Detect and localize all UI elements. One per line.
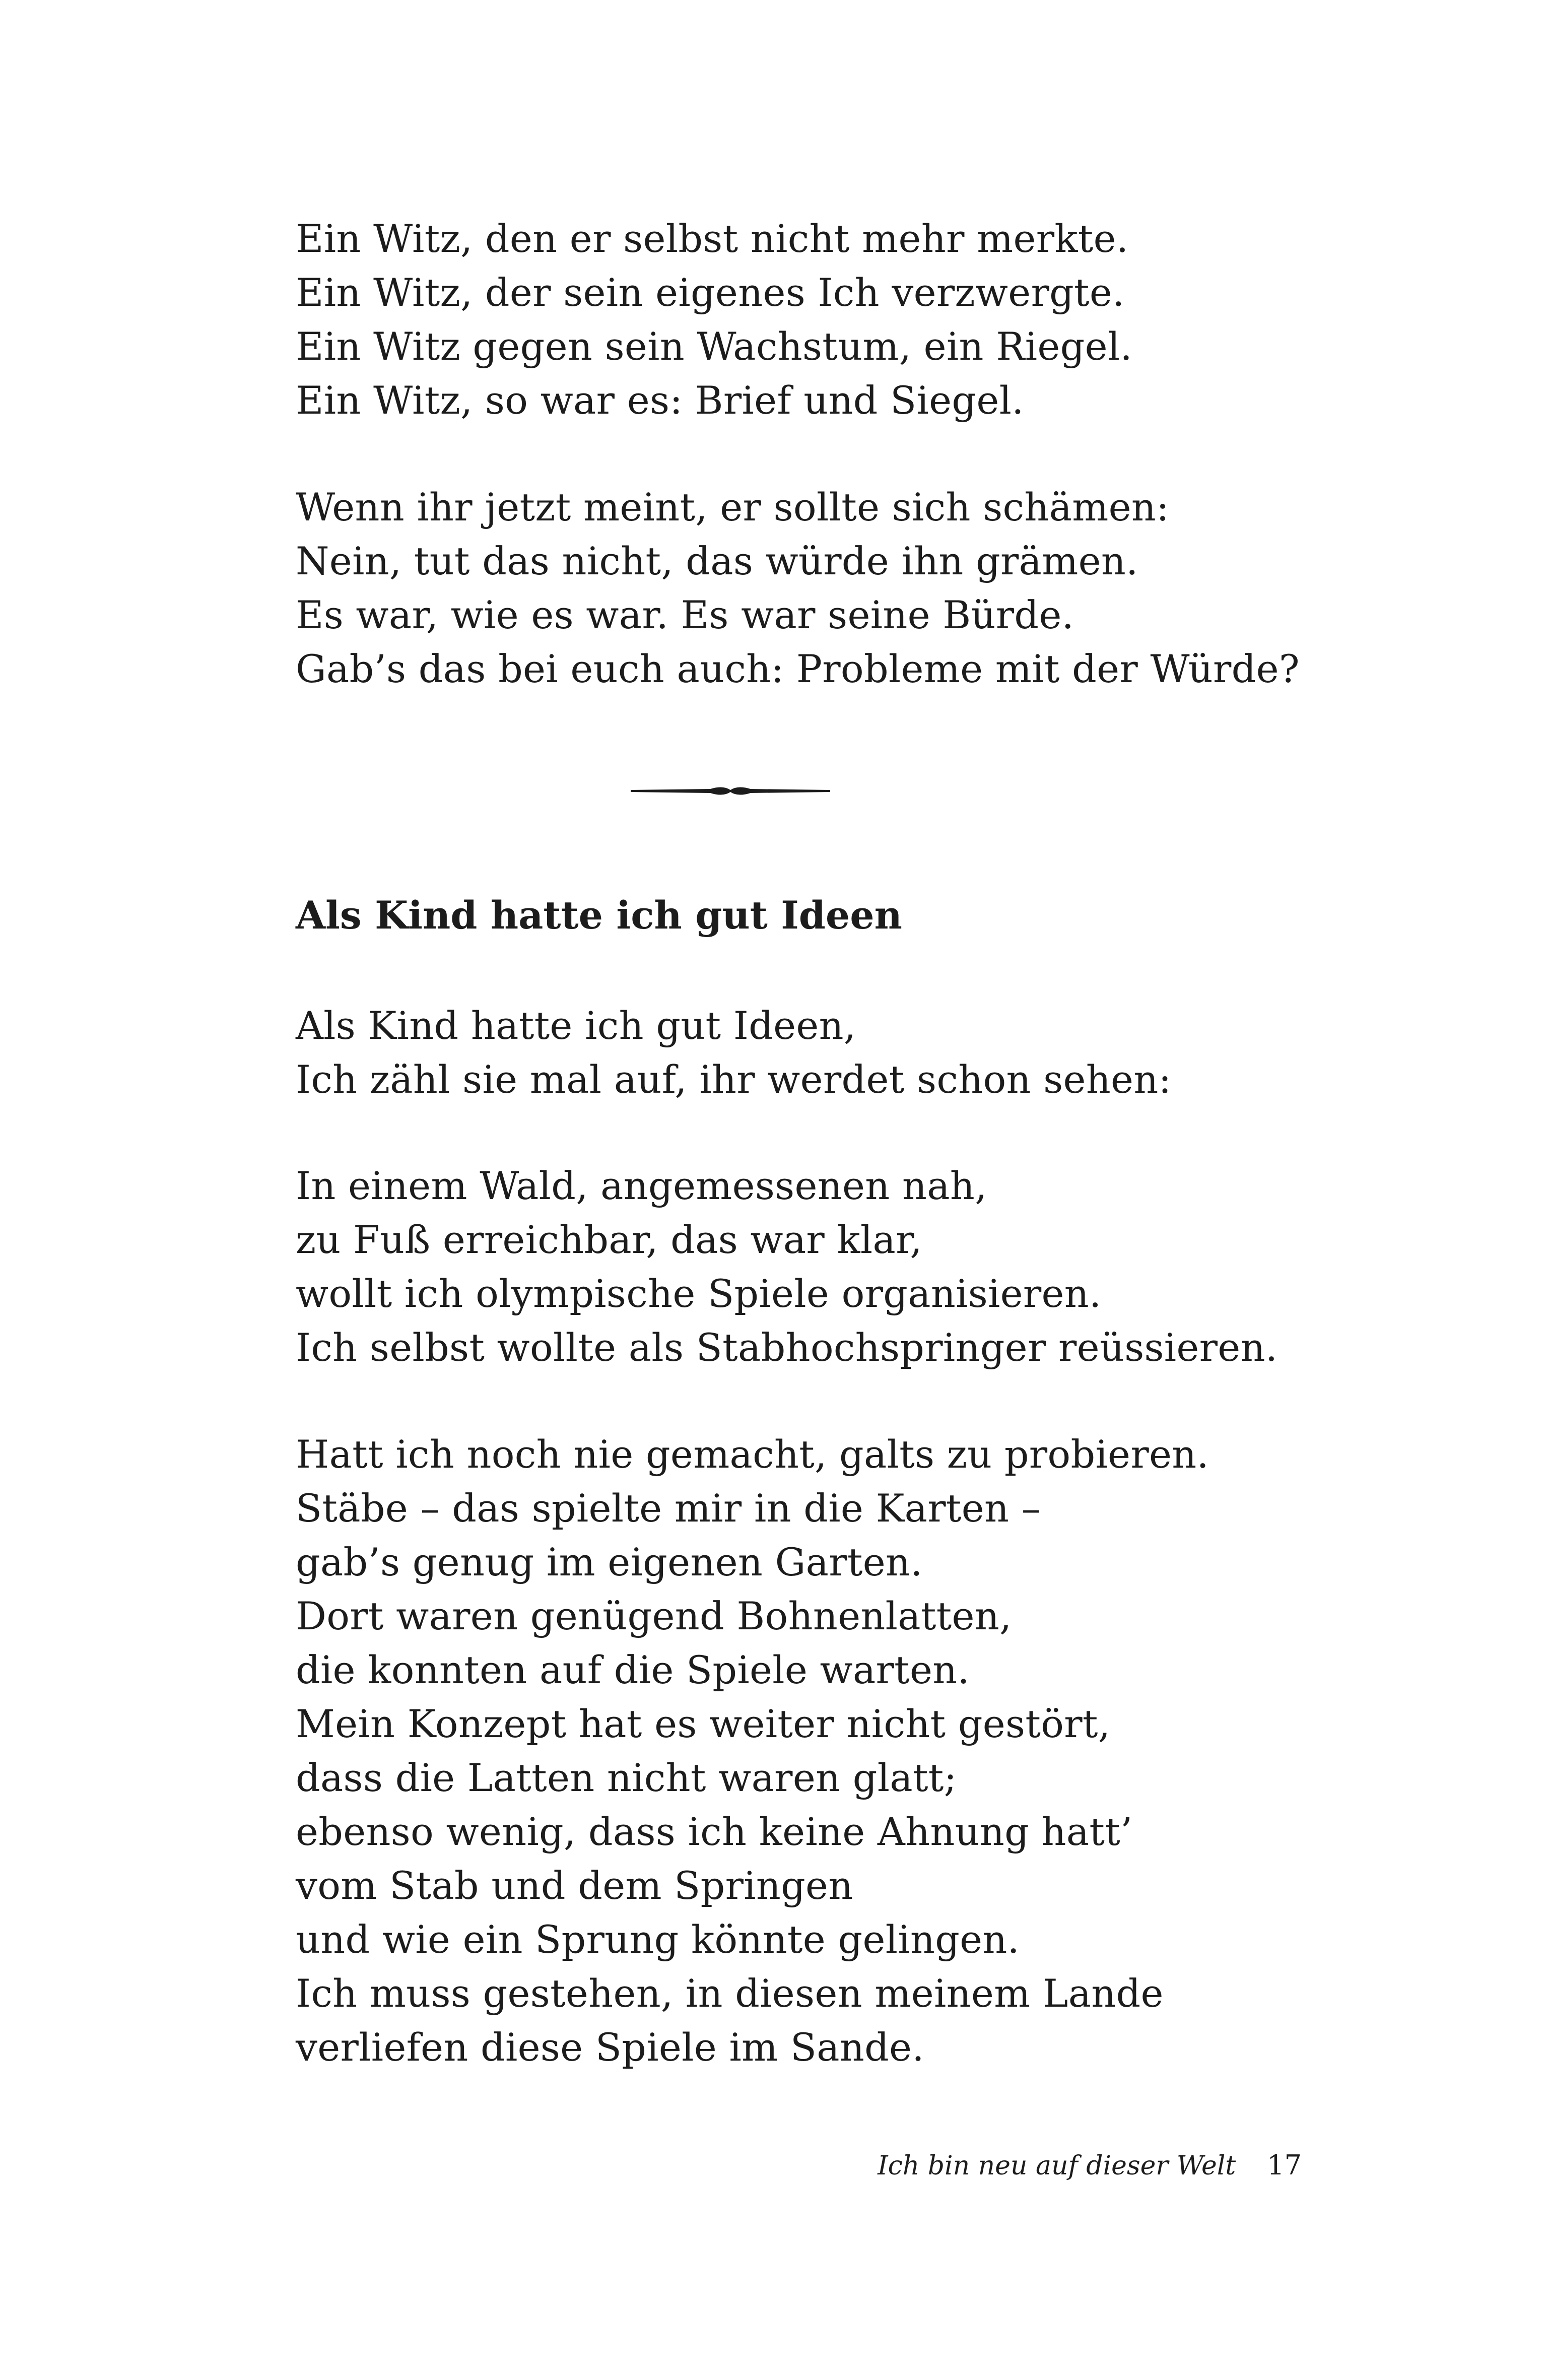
stanza (296, 212, 1379, 427)
verse-line: Ich selbst wollte als Stabhochspringer reüssieren. (296, 1325, 1278, 1370)
verse-line: Wenn ihr jetzt meint, er sollte sich schämen: (296, 485, 1170, 530)
verse-line: Ein Witz, so war es: Brief und Siegel. (296, 378, 1024, 423)
verse-line: Nein, tut das nicht, das würde ihn grämen. (296, 539, 1138, 583)
page-number: 17 (1267, 2149, 1302, 2181)
verse-line: Ein Witz gegen sein Wachstum, ein Riegel. (296, 324, 1132, 369)
verse-line: verliefen diese Spiele im Sande. (296, 2025, 924, 2070)
verse-line: Stäbe – das spielte mir in die Karten – (296, 1486, 1041, 1531)
stanza (296, 1159, 1379, 1374)
page-footer (878, 2145, 1302, 2186)
verse-line: Ich zähl sie mal auf, ihr werdet schon sehen: (296, 1057, 1172, 1102)
verse-line: Es war, wie es war. Es war seine Bürde. (296, 592, 1074, 637)
verse-line: Dort waren genügend Bohnenlatten, (296, 1594, 1012, 1638)
verse-line: ebenso wenig, dass ich keine Ahnung hatt’ (296, 1809, 1133, 1854)
poem-title: Als Kind hatte ich gut Ideen (296, 893, 902, 938)
verse-line: Ein Witz, der sein eigenes Ich verzwergte. (296, 270, 1125, 315)
verse-line: Hatt ich noch nie gemacht, galts zu probieren. (296, 1432, 1209, 1477)
verse-line: Als Kind hatte ich gut Ideen, (296, 1003, 856, 1048)
verse-line: Gab’s das bei euch auch: Probleme mit der Würde? (296, 646, 1300, 691)
verse-line: dass die Latten nicht waren glatt; (296, 1755, 957, 1800)
verse-line: und wie ein Sprung könnte gelingen. (296, 1917, 1020, 1962)
verse-line: Ich muss gestehen, in diesen meinem Lande (296, 1971, 1164, 2016)
stanza (296, 999, 1379, 1106)
verse-line: zu Fuß erreichbar, das war klar, (296, 1217, 922, 1262)
section-divider-ornament-icon (630, 780, 831, 802)
verse-line: wollt ich olympische Spiele organisieren. (296, 1271, 1102, 1316)
verse-line: Ein Witz, den er selbst nicht mehr merkte. (296, 216, 1129, 261)
verse-line: Mein Konzept hat es weiter nicht gestört, (296, 1701, 1111, 1746)
stanza (296, 1427, 1379, 2074)
stanza (296, 480, 1379, 696)
verse-line: In einem Wald, angemessenen nah, (296, 1163, 987, 1208)
running-title: Ich bin neu auf dieser Welt (878, 2151, 1236, 2181)
verse-line: vom Stab und dem Springen (296, 1863, 853, 1908)
verse-line: gab’s genug im eigenen Garten. (296, 1540, 923, 1584)
verse-line: die konnten auf die Spiele warten. (296, 1647, 970, 1692)
